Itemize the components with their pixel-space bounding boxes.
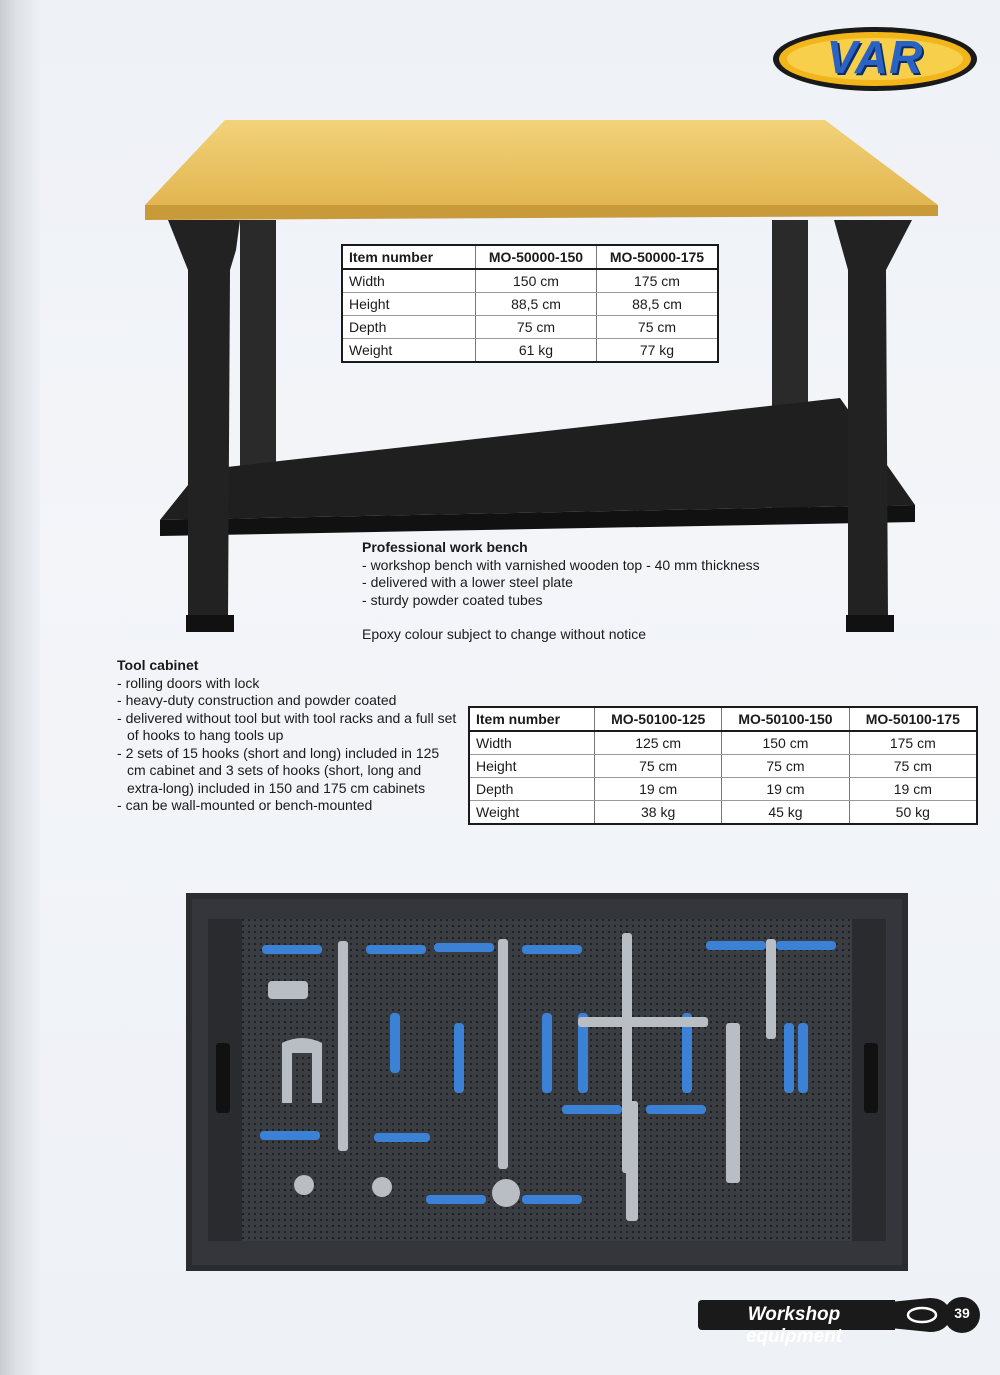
table-cell: Depth	[342, 316, 476, 339]
table-header-cell: MO-50100-175	[849, 707, 977, 731]
table-cell: Width	[469, 731, 595, 755]
table-cell: Weight	[469, 801, 595, 825]
table-cell: 175 cm	[596, 269, 718, 293]
table-cell: 150 cm	[722, 731, 849, 755]
table-header-row	[469, 707, 977, 731]
tool-cabinet-image	[186, 893, 908, 1271]
table-cell: Height	[342, 293, 476, 316]
table-cell: 45 kg	[722, 801, 849, 825]
table-cell: Height	[469, 755, 595, 778]
table-row	[342, 293, 718, 316]
page-number: 39	[954, 1305, 970, 1321]
bench-colour-note: Epoxy colour subject to change without notice	[362, 626, 647, 642]
list-item: - rolling doors with lock	[117, 675, 457, 693]
table-header-cell: Item number	[342, 245, 476, 269]
cabinet-spec-table	[468, 706, 978, 825]
table-header-cell: MO-50000-175	[596, 245, 718, 269]
footer-section-label: Workshop equipment	[745, 1304, 843, 1347]
logo-text: VAR	[826, 31, 924, 83]
table-row	[469, 731, 977, 755]
table-row	[342, 339, 718, 363]
table-cell: 125 cm	[595, 731, 722, 755]
table-cell: 77 kg	[596, 339, 718, 363]
table-cell: 61 kg	[476, 339, 597, 363]
table-cell: 19 cm	[722, 778, 849, 801]
bench-feature-list	[362, 557, 832, 610]
table-cell: Depth	[469, 778, 595, 801]
list-item: - delivered without tool but with tool racks and a full set of hooks to hang tools up	[117, 710, 457, 745]
table-cell: 75 cm	[596, 316, 718, 339]
table-cell: 75 cm	[476, 316, 597, 339]
cabinet-description	[117, 657, 457, 815]
table-row	[342, 269, 718, 293]
list-item: - 2 sets of 15 hooks (short and long) included in 125 cm cabinet and 3 sets of hooks (short, long and extra-long) included in 150 and 175 cm cabinets	[117, 745, 457, 798]
table-cell: Width	[342, 269, 476, 293]
table-row	[469, 755, 977, 778]
cabinet-feature-list	[117, 675, 457, 815]
table-row	[342, 316, 718, 339]
table-cell: 150 cm	[476, 269, 597, 293]
bench-title: Professional work bench	[362, 539, 528, 555]
list-item: - workshop bench with varnished wooden top - 40 mm thickness	[362, 557, 832, 575]
table-cell: Weight	[342, 339, 476, 363]
table-cell: 19 cm	[849, 778, 977, 801]
table-cell: 50 kg	[849, 801, 977, 825]
table-header-row	[342, 245, 718, 269]
bench-spec-table	[341, 244, 719, 363]
table-header-cell: MO-50000-150	[476, 245, 597, 269]
var-logo	[770, 24, 980, 94]
table-row	[469, 778, 977, 801]
list-item: - sturdy powder coated tubes	[362, 592, 832, 610]
table-cell: 75 cm	[595, 755, 722, 778]
table-cell: 88,5 cm	[596, 293, 718, 316]
table-cell: 38 kg	[595, 801, 722, 825]
cabinet-title: Tool cabinet	[117, 657, 199, 673]
table-header-cell: Item number	[469, 707, 595, 731]
list-item: - can be wall-mounted or bench-mounted	[117, 797, 457, 815]
table-row	[469, 801, 977, 825]
table-cell: 19 cm	[595, 778, 722, 801]
table-header-cell: MO-50100-125	[595, 707, 722, 731]
list-item: - delivered with a lower steel plate	[362, 574, 832, 592]
table-cell: 75 cm	[722, 755, 849, 778]
table-cell: 175 cm	[849, 731, 977, 755]
table-cell: 88,5 cm	[476, 293, 597, 316]
bench-description	[362, 539, 832, 609]
footer-section-tab	[698, 1300, 895, 1347]
table-header-cell: MO-50100-150	[722, 707, 849, 731]
table-cell: 75 cm	[849, 755, 977, 778]
list-item: - heavy-duty construction and powder coated	[117, 692, 457, 710]
page-spine-shadow	[0, 0, 40, 1375]
